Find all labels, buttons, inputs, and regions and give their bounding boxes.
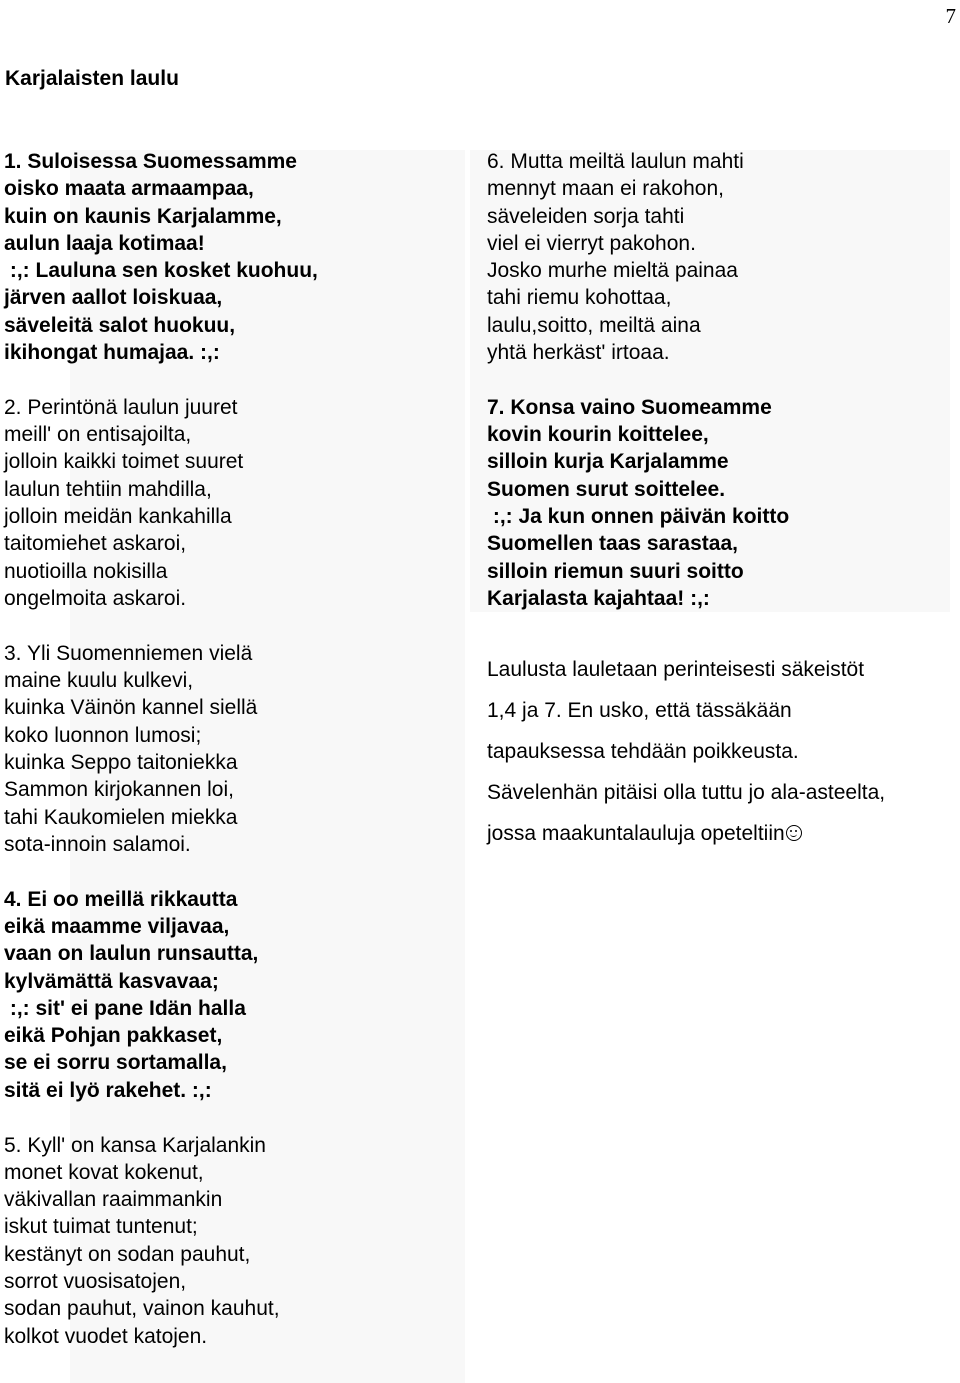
verse-line: kovin kourin koittelee, [487,423,709,447]
verse-line: oisko maata armaampaa, [4,177,254,201]
verse-line: kolkot vuodet katojen. [4,1324,208,1348]
right-column [487,148,952,640]
verse-line: :,: sit' ei pane Idän halla [4,996,246,1020]
verse-line: eikä Pohjan pakkaset, [4,1024,223,1048]
verse-line: vaan on laulun runsautta, [4,942,259,966]
verse-line: tahi riemu kohottaa, [487,286,672,310]
verse-line: sorrot vuosisatojen, [4,1269,187,1293]
verse-line: meill' on entisajoilta, [4,423,192,447]
verse-line: kylvämättä kasvavaa; [4,969,219,993]
verse-line: Josko murhe mieltä painaa [487,259,738,283]
verse-line: se ei sorru sortamalla, [4,1051,227,1075]
verse-line: silloin riemun suuri soitto [487,559,744,583]
verse-line: monet kovat kokenut, [4,1160,204,1184]
verse-line: ongelmoita askaroi. [4,586,187,610]
verse-line: sitä ei lyö rakehet. :,: [4,1078,212,1102]
verse-line: iskut tuimat tuntenut; [4,1215,198,1239]
page-number: 7 [945,4,956,28]
smiley-icon [786,825,802,841]
verse-line: koko luonnon lumosi; [4,723,202,747]
verse-line: Suomen surut soittelee. [487,477,726,501]
verse-line: 7. Konsa vaino Suomeamme [487,395,772,419]
verse-line: 2. Perintönä laulun juuret [4,395,238,419]
verse-line: järven aallot loiskuaa, [4,286,223,310]
verse-line: Karjalasta kajahtaa! :,: [487,586,710,610]
verse-line: Suomellen taas sarastaa, [487,532,738,556]
verse-line: kuin on kaunis Karjalamme, [4,204,282,228]
verse-line: sota-innoin salamoi. [4,832,191,856]
verse-line: laulun tehtiin mahdilla, [4,477,212,501]
stanza [487,148,952,366]
verse-line: kuinka Seppo taitoniekka [4,750,238,774]
verse-line: laulu,soitto, meiltä aina [487,313,701,337]
verse-line: nuotioilla nokisilla [4,559,168,583]
verse-line: yhtä herkäst' irtoaa. [487,341,670,365]
verse-line: säveleitä salot huokuu, [4,313,236,337]
verse-line: 5. Kyll' on kansa Karjalankin [4,1133,266,1157]
verse-line: jolloin kaikki toimet suuret [4,450,244,474]
song-title: Karjalaisten laulu [5,67,179,90]
stanza [4,1132,464,1350]
note-line: Laulusta lauletaan perinteisesti säkeistöt [487,658,865,681]
verse-line: 4. Ei oo meillä rikkautta [4,887,238,911]
note-line: 1,4 ja 7. En usko, että tässäkään [487,699,792,722]
verse-line: väkivallan raaimmankin [4,1188,223,1212]
verse-line: jolloin meidän kankahilla [4,505,232,529]
performance-note [487,655,957,860]
verse-line: 1. Suloisessa Suomessamme [4,150,297,173]
stanza [487,394,952,612]
verse-line: tahi Kaukomielen miekka [4,805,238,829]
verse-line: maine kuulu kulkevi, [4,669,194,693]
verse-line: sodan pauhut, vainon kauhut, [4,1297,280,1321]
stanza [4,640,464,858]
verse-line: taitomiehet askaroi, [4,532,187,556]
verse-line: säveleiden sorja tahti [487,204,685,228]
verse-line: kestänyt on sodan pauhut, [4,1242,251,1266]
verse-line: 6. Mutta meiltä laulun mahti [487,150,744,173]
verse-line: kuinka Väinön kannel siellä [4,696,258,720]
stanza [4,886,464,1104]
verse-line: mennyt maan ei rakohon, [487,177,724,201]
stanza [4,394,464,612]
left-column [4,148,464,1377]
verse-line: Sammon kirjokannen loi, [4,778,234,802]
verse-line: ikihongat humajaa. :,: [4,341,220,365]
verse-line: eikä maamme viljavaa, [4,914,230,938]
verse-line: viel ei vierryt pakohon. [487,231,696,255]
verse-line: silloin kurja Karjalamme [487,450,729,474]
note-line: tapauksessa tehdään poikkeusta. [487,740,799,763]
stanza [4,148,464,366]
note-line-text: jossa maakuntalauluja opeteltiin [487,822,785,845]
verse-line: :,: Lauluna sen kosket kuohuu, [4,259,318,283]
verse-line: 3. Yli Suomenniemen vielä [4,641,253,665]
note-line-last [487,819,957,860]
verse-line: aulun laaja kotimaa! [4,231,205,255]
note-line: Sävelenhän pitäisi olla tuttu jo ala-asteelta, [487,781,886,804]
verse-line: :,: Ja kun onnen päivän koitto [487,505,790,529]
